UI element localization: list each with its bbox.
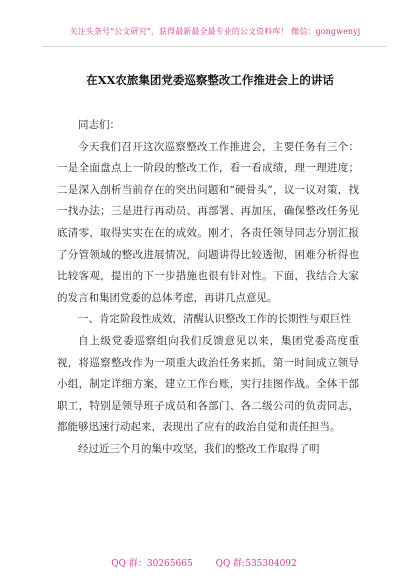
header-notice: 关注头条号“公文研究”，获得最新最全最专业的公文资料库！ 微信：gongwenyj: [69, 27, 361, 36]
paragraph: 今天我们召开这次巡察整改工作推进会，主要任务有三个：一是全面盘点上一阶段的整改工作，看一看成绩，理一理进度；二是深入剖析当前存在的突出问题和“硬骨头”，议一议对策，找一找办法；三是进行再动员、再部署、再加压，确保整改任务见底清零，取得实实在在的成效。刚才，各责任领导同志分别汇报了分管领域的整改进展情况，问题讲得比较透彻，困难分析得也比较客观，提出的下一步措施也很有针对性。下面，我结合大家的发言和集团党委的总体考虑，再讲几点意见。: [57, 140, 359, 304]
paragraph: 自上级党委巡察组向我们反馈意见以来，集团党委高度重视，将巡察整改作为一项重大政治任务来抓，第一时间成立领导小组，制定详细方案，建立工作台账，实行挂图作战。全体干部职工，特别是领导班子成员和各部门、各二级公司的负责同志，都能够迅速行动起来，表现出了应有的政治自觉和责任担当。: [57, 334, 359, 434]
footer-qq-group-2: QQ 群:535304092: [215, 559, 297, 569]
header-divider: [42, 46, 386, 47]
footer: [0, 556, 408, 569]
paragraph: 经过近三个月的集中攻坚，我们的整改工作取得了明: [78, 442, 320, 455]
document-body: [57, 115, 359, 461]
document-title: 在XX农旅集团党委巡察整改工作推进会上的讲话: [86, 73, 334, 87]
salutation: 同志们：: [78, 119, 120, 131]
footer-qq-group-1: QQ 群：30265665: [111, 559, 193, 569]
section-heading: 一、肯定阶段性成效，清醒认识整改工作的长期性与艰巨性: [78, 313, 351, 326]
